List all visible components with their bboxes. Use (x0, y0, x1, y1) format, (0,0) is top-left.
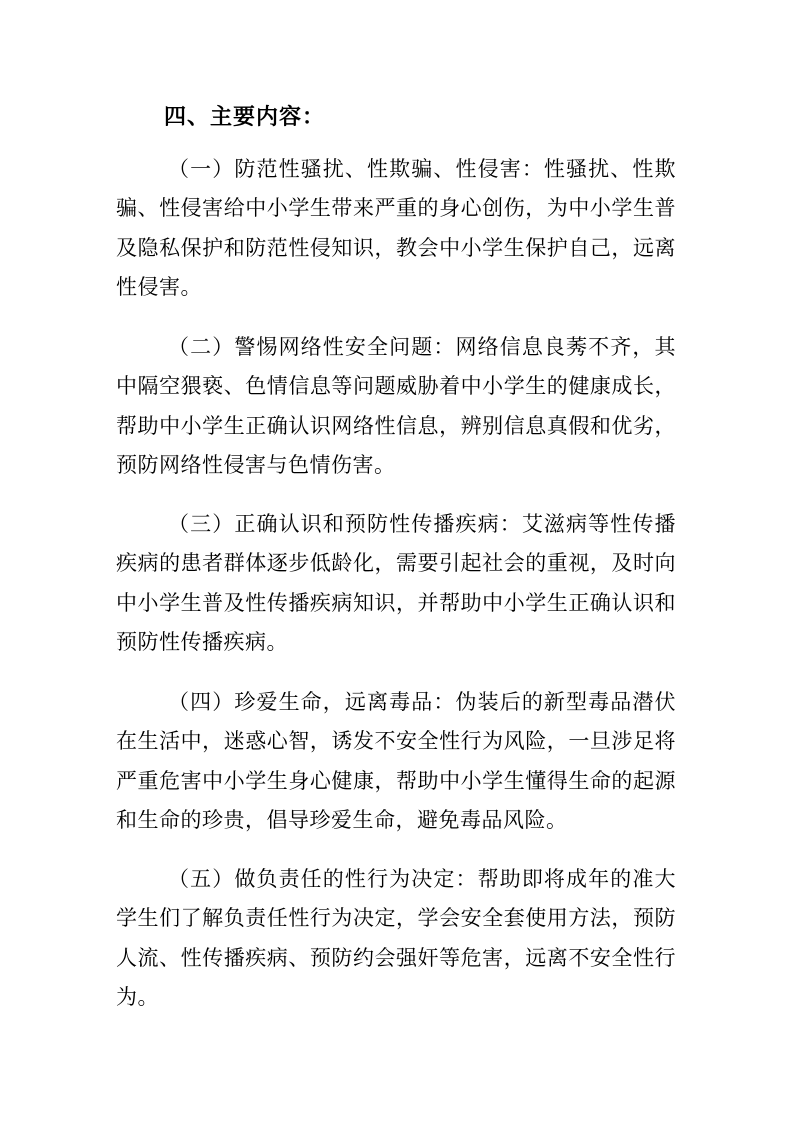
paragraph-3: （三）正确认识和预防性传播疾病：艾滋病等性传播疾病的患者群体逐步低龄化，需要引起社会的重视，及时向中小学生普及性传播疾病知识，并帮助中小学生正确认识和预防性传播疾病。 (116, 512, 676, 654)
paragraph-4: （四）珍爱生命，远离毒品：伪装后的新型毒品潜伏在生活中，迷惑心智，诱发不安全性行为风险，一旦涉足将严重危害中小学生身心健康，帮助中小学生懂得生命的起源和生命的珍贵，倡导珍爱生命，避免毒品风险。 (116, 690, 676, 832)
paragraph-5: （五）做负责任的性行为决定：帮助即将成年的准大学生们了解负责任性行为决定，学会安全套使用方法，预防人流、性传播疾病、预防约会强奸等危害，远离不安全性行为。 (116, 867, 676, 1009)
section-heading: 四、主要内容： (164, 105, 326, 130)
paragraph-2: （二）警惕网络性安全问题：网络信息良莠不齐，其中隔空猥亵、色情信息等问题威胁着中小学生的健康成长，帮助中小学生正确认识网络性信息，辨别信息真假和优劣，预防网络性侵害与色情伤害。 (116, 335, 676, 477)
paragraph-1: （一）防范性骚扰、性欺骗、性侵害：性骚扰、性欺骗、性侵害给中小学生带来严重的身心创伤，为中小学生普及隐私保护和防范性侵知识，教会中小学生保护自己，远离性侵害。 (116, 157, 676, 299)
